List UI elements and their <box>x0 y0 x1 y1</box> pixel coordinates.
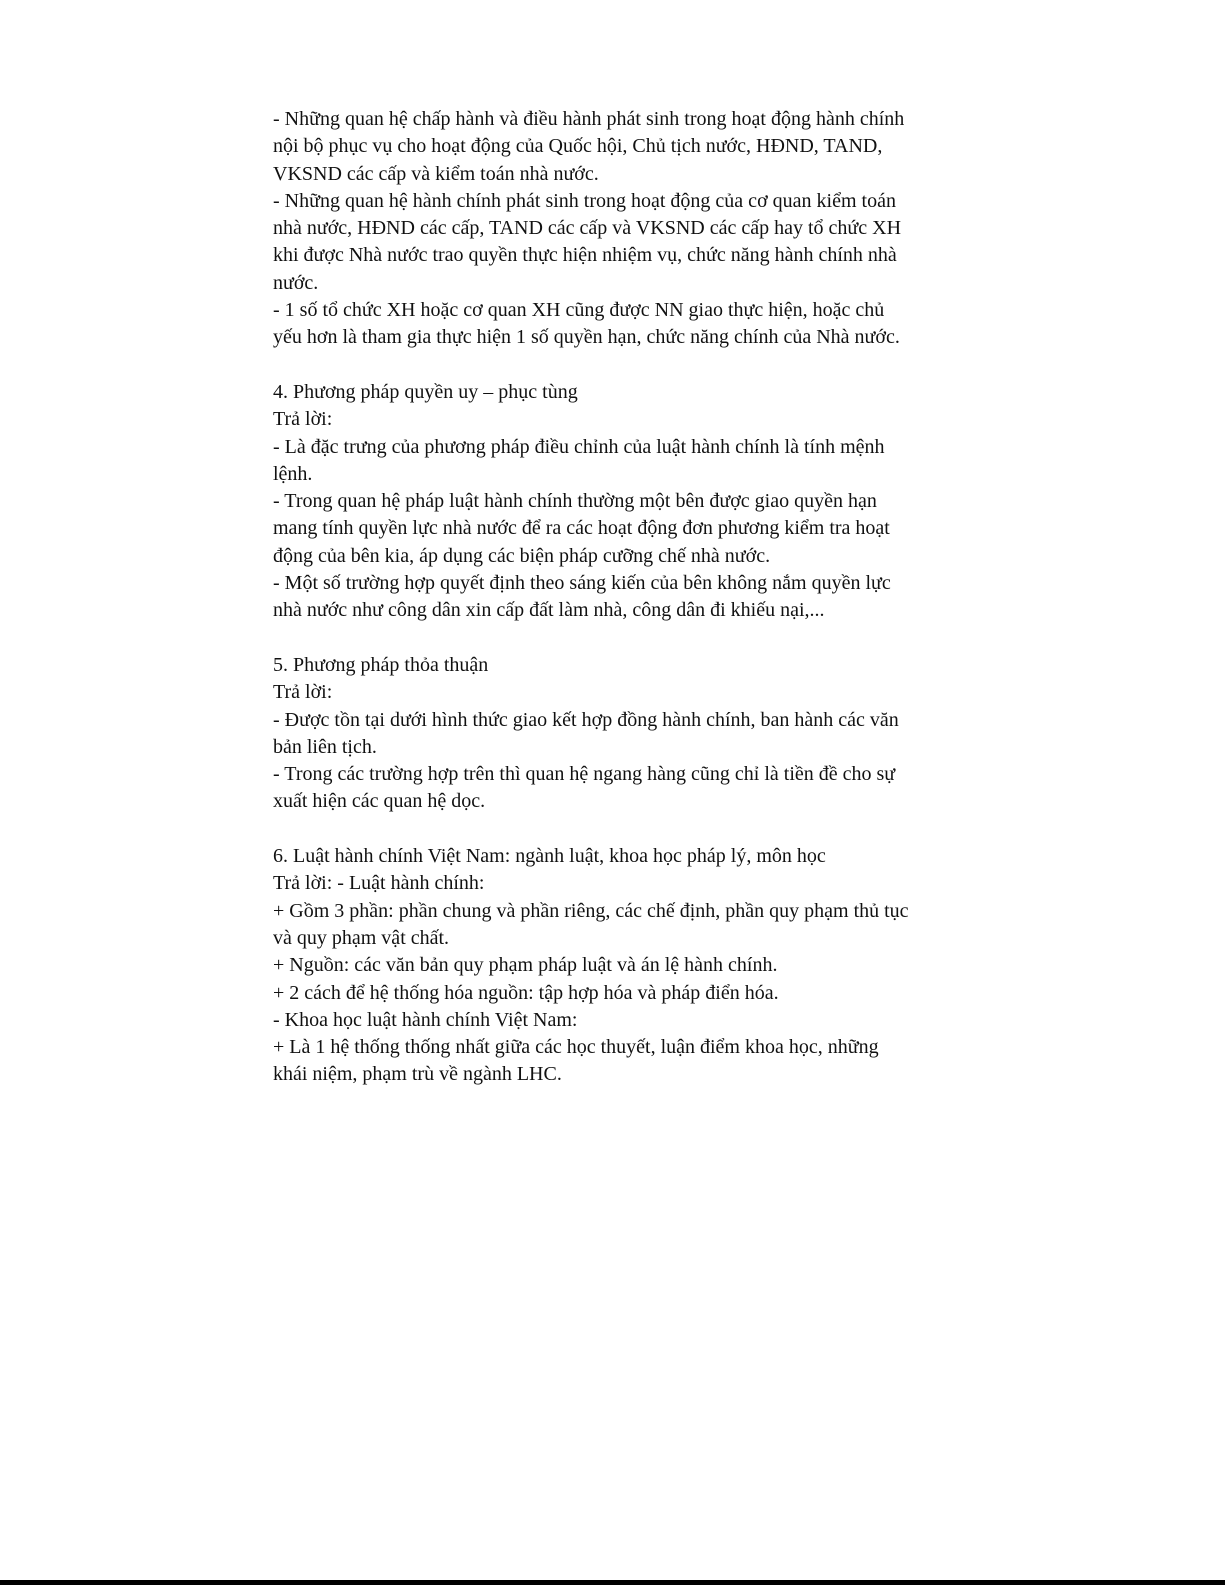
text-line: khi được Nhà nước trao quyền thực hiện nhiệm vụ, chức năng hành chính nhà <box>273 244 897 267</box>
text-line: mang tính quyền lực nhà nước để ra các hoạt động đơn phương kiểm tra hoạt <box>273 517 890 540</box>
section-heading: 5. Phương pháp thỏa thuận <box>273 653 489 676</box>
answer-label: Trả lời: <box>273 408 333 431</box>
text-line: và quy phạm vật chất. <box>273 926 450 949</box>
paragraph-gap <box>273 352 963 379</box>
text-line: - Trong quan hệ pháp luật hành chính thường một bên được giao quyền hạn <box>273 490 877 513</box>
text-line: - 1 số tổ chức XH hoặc cơ quan XH cũng được NN giao thực hiện, hoặc chủ <box>273 299 885 322</box>
paragraph-gap <box>273 625 963 652</box>
text-line: + 2 cách để hệ thống hóa nguồn: tập hợp hóa và pháp điển hóa. <box>273 981 779 1004</box>
answer-label: Trả lời: - Luật hành chính: <box>273 872 485 895</box>
text-line: + Gồm 3 phần: phần chung và phần riêng, các chế định, phần quy phạm thủ tục <box>273 899 909 922</box>
text-line: nội bộ phục vụ cho hoạt động của Quốc hội, Chủ tịch nước, HĐND, TAND, <box>273 135 883 158</box>
section-5-agreement-method <box>273 652 963 816</box>
section-6-administrative-law <box>273 843 963 1089</box>
text-line: khái niệm, phạm trù về ngành LHC. <box>273 1063 562 1086</box>
section-admin-relations <box>273 106 963 352</box>
text-line: lệnh. <box>273 462 313 485</box>
text-line: - Là đặc trưng của phương pháp điều chỉnh của luật hành chính là tính mệnh <box>273 435 885 458</box>
text-line: bản liên tịch. <box>273 735 377 758</box>
text-line: nhà nước, HĐND các cấp, TAND các cấp và VKSND các cấp hay tổ chức XH <box>273 217 902 240</box>
text-line: - Những quan hệ hành chính phát sinh trong hoạt động của cơ quan kiểm toán <box>273 189 896 212</box>
text-line: động của bên kia, áp dụng các biện pháp cưỡng chế nhà nước. <box>273 544 771 567</box>
text-line: xuất hiện các quan hệ dọc. <box>273 790 486 813</box>
text-line: nước. <box>273 271 319 294</box>
answer-label: Trả lời: <box>273 681 333 704</box>
section-heading: 4. Phương pháp quyền uy – phục tùng <box>273 380 578 403</box>
text-line: + Nguồn: các văn bản quy phạm pháp luật và án lệ hành chính. <box>273 954 778 977</box>
section-heading: 6. Luật hành chính Việt Nam: ngành luật, khoa học pháp lý, môn học <box>273 845 826 868</box>
text-line: yếu hơn là tham gia thực hiện 1 số quyền hạn, chức năng chính của Nhà nước. <box>273 326 900 349</box>
text-line: nhà nước như công dân xin cấp đất làm nhà, công dân đi khiếu nại,... <box>273 599 825 622</box>
document-body <box>273 106 963 1089</box>
text-line: - Những quan hệ chấp hành và điều hành phát sinh trong hoạt động hành chính <box>273 108 905 130</box>
text-line: - Được tồn tại dưới hình thức giao kết hợp đồng hành chính, ban hành các văn <box>273 708 899 731</box>
text-line: - Khoa học luật hành chính Việt Nam: <box>273 1008 578 1031</box>
text-line: - Một số trường hợp quyết định theo sáng kiến của bên không nắm quyền lực <box>273 572 891 595</box>
section-4-authority-method <box>273 379 963 625</box>
text-line: VKSND các cấp và kiểm toán nhà nước. <box>273 162 599 185</box>
paragraph-gap <box>273 816 963 843</box>
text-line: - Trong các trường hợp trên thì quan hệ ngang hàng cũng chỉ là tiền đề cho sự <box>273 763 896 786</box>
page-bottom-border <box>0 1580 1225 1585</box>
text-line: + Là 1 hệ thống thống nhất giữa các học thuyết, luận điểm khoa học, những <box>273 1036 879 1059</box>
